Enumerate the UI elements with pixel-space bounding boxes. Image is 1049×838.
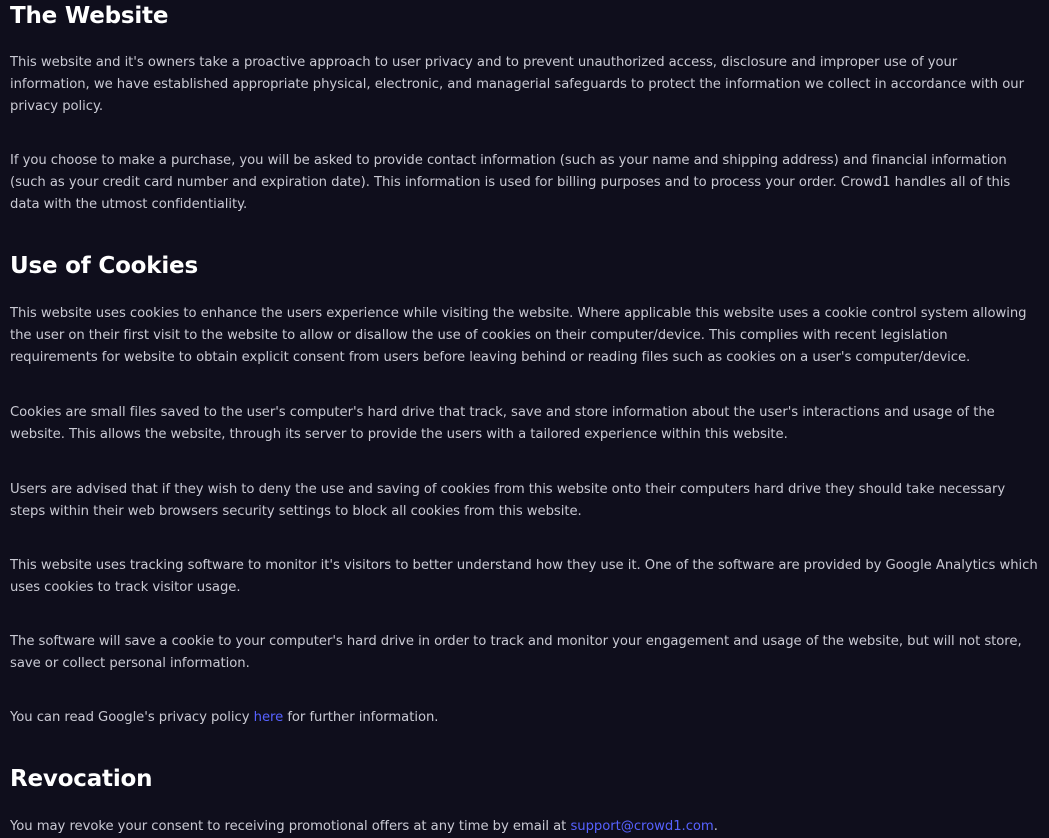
revocation-paragraph	[10, 816, 1039, 838]
section-title-cookies: Use of Cookies	[10, 253, 198, 279]
section-title-website: The Website	[10, 3, 169, 29]
cookies-paragraph-2: Cookies are small files saved to the user's computer's hard drive that track, save and store information about the user's interactions and usage of the website. This allows the website, through its server to provide the users with a tailored experience within this website.	[10, 405, 995, 442]
cookies-paragraph-5: The software will save a cookie to your computer's hard drive in order to track and monitor your engagement and usage of the website, but will not store, save or collect personal information.	[10, 634, 1022, 671]
cookies-paragraph-1: This website uses cookies to enhance the users experience while visiting the website. Where applicable this website uses a cookie control system allowing the user on their first visit to the website to allow or disallow the use of cookies on their computer/device. This complies with recent legislation requirements for website to obtain explicit consent from users before leaving behind or reading files such as cookies on a user's computer/device.	[10, 306, 1027, 365]
website-paragraph-1: This website and it's owners take a proactive approach to user privacy and to prevent unauthorized access, disclosure and improper use of your information, we have established appropriate physical, electronic, and managerial safeguards to protect the information we collect in accordance with our privacy policy.	[10, 55, 1024, 114]
revocation-text-after: .	[713, 819, 718, 834]
section-title-revocation: Revocation	[10, 766, 153, 792]
cookies-paragraph-6-text-before: You can read Google's privacy policy	[10, 710, 254, 725]
cookies-paragraph-4: This website uses tracking software to monitor it's visitors to better understand how they use it. One of the software are provided by Google Analytics which uses cookies to track visitor usage.	[10, 558, 1038, 595]
support-email-link[interactable]: support@crowd1.com	[570, 819, 714, 834]
cookies-paragraph-6-text-after: for further information.	[283, 710, 439, 725]
google-privacy-policy-link[interactable]: here	[253, 710, 284, 725]
cookies-paragraph-6	[10, 707, 1039, 729]
website-paragraph-2: If you choose to make a purchase, you will be asked to provide contact information (such as your name and shipping address) and financial information (such as your credit card number and expiration date). This information is used for billing purposes and to process your order. Crowd1 handles all of this data with the utmost confidentiality.	[10, 153, 1011, 212]
cookies-paragraph-3: Users are advised that if they wish to deny the use and saving of cookies from this website onto their computers hard drive they should take necessary steps within their web browsers security settings to block all cookies from this website.	[10, 482, 1006, 519]
revocation-text-before: You may revoke your consent to receiving promotional offers at any time by email at	[10, 819, 571, 834]
